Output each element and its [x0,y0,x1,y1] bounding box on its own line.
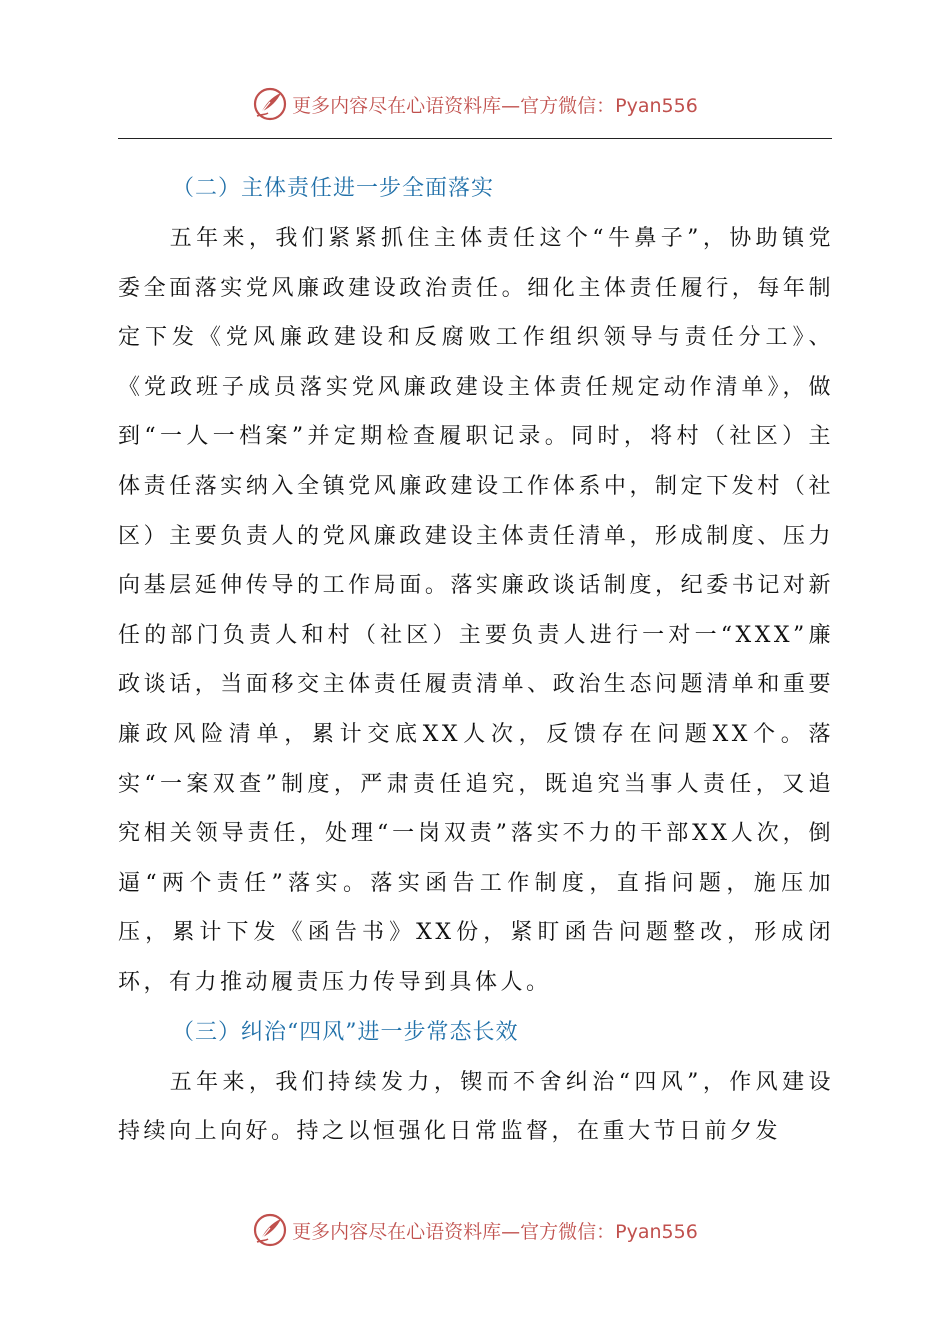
section-heading-2: （二）主体责任进一步全面落实 [172,176,495,201]
header-divider [118,138,832,139]
section-heading-3: （三）纠治“四风”进一步常态长效 [172,1019,519,1045]
header-banner [0,84,950,124]
banner-text: 更多内容尽在心语资料库—官方微信：Pyan556 [292,1220,698,1243]
banner-text: 更多内容尽在心语资料库—官方微信：Pyan556 [292,94,698,117]
quill-logo-icon [252,86,288,122]
quill-logo-icon [252,1212,288,1248]
footer-banner [0,1210,950,1250]
section-paragraph-3: 五年来，我们持续发力，锲而不舍纠治“四风”，作风建设持续向上向好。持之以恒强化日常监督，在重大节日前夕发 [118,1069,834,1145]
document-body [118,164,834,1157]
section-paragraph-2: 五年来，我们紧紧抓住主体责任这个“牛鼻子”，协助镇党委全面落实党风廉政建设政治责任。细化主体责任履行，每年制定下发《党风廉政建设和反腐败工作组织领导与责任分工》、《党政班子成员落实党风廉政建设主体责任规定动作清单》，做到“一人一档案”并定期检查履职记录。同时，将村（社区）主体责任落实纳入全镇党风廉政建设工作体系中，制定下发村（社区）主要负责人的党风廉政建设主体责任清单，形成制度、压力向基层延伸传导的工作局面。落实廉政谈话制度，纪委书记对新任的部门负责人和村（社区）主要负责人进行一对一“XXX”廉政谈话，当面移交主体责任履责清单、政治生态问题清单和重要廉政风险清单，累计交底XX人次，反馈存在问题XX个。落实“一案双查”制度，严肃责任追究，既追究当事人责任，又追究相关领导责任，处理“一岗双责”落实不力的干部XX人次，倒逼“两个责任”落实。落实函告工作制度，直指问题，施压加压，累计下发《函告书》XX份，紧盯函告问题整改，形成闭环，有力推动履责压力传导到具体人。 [118,226,834,995]
